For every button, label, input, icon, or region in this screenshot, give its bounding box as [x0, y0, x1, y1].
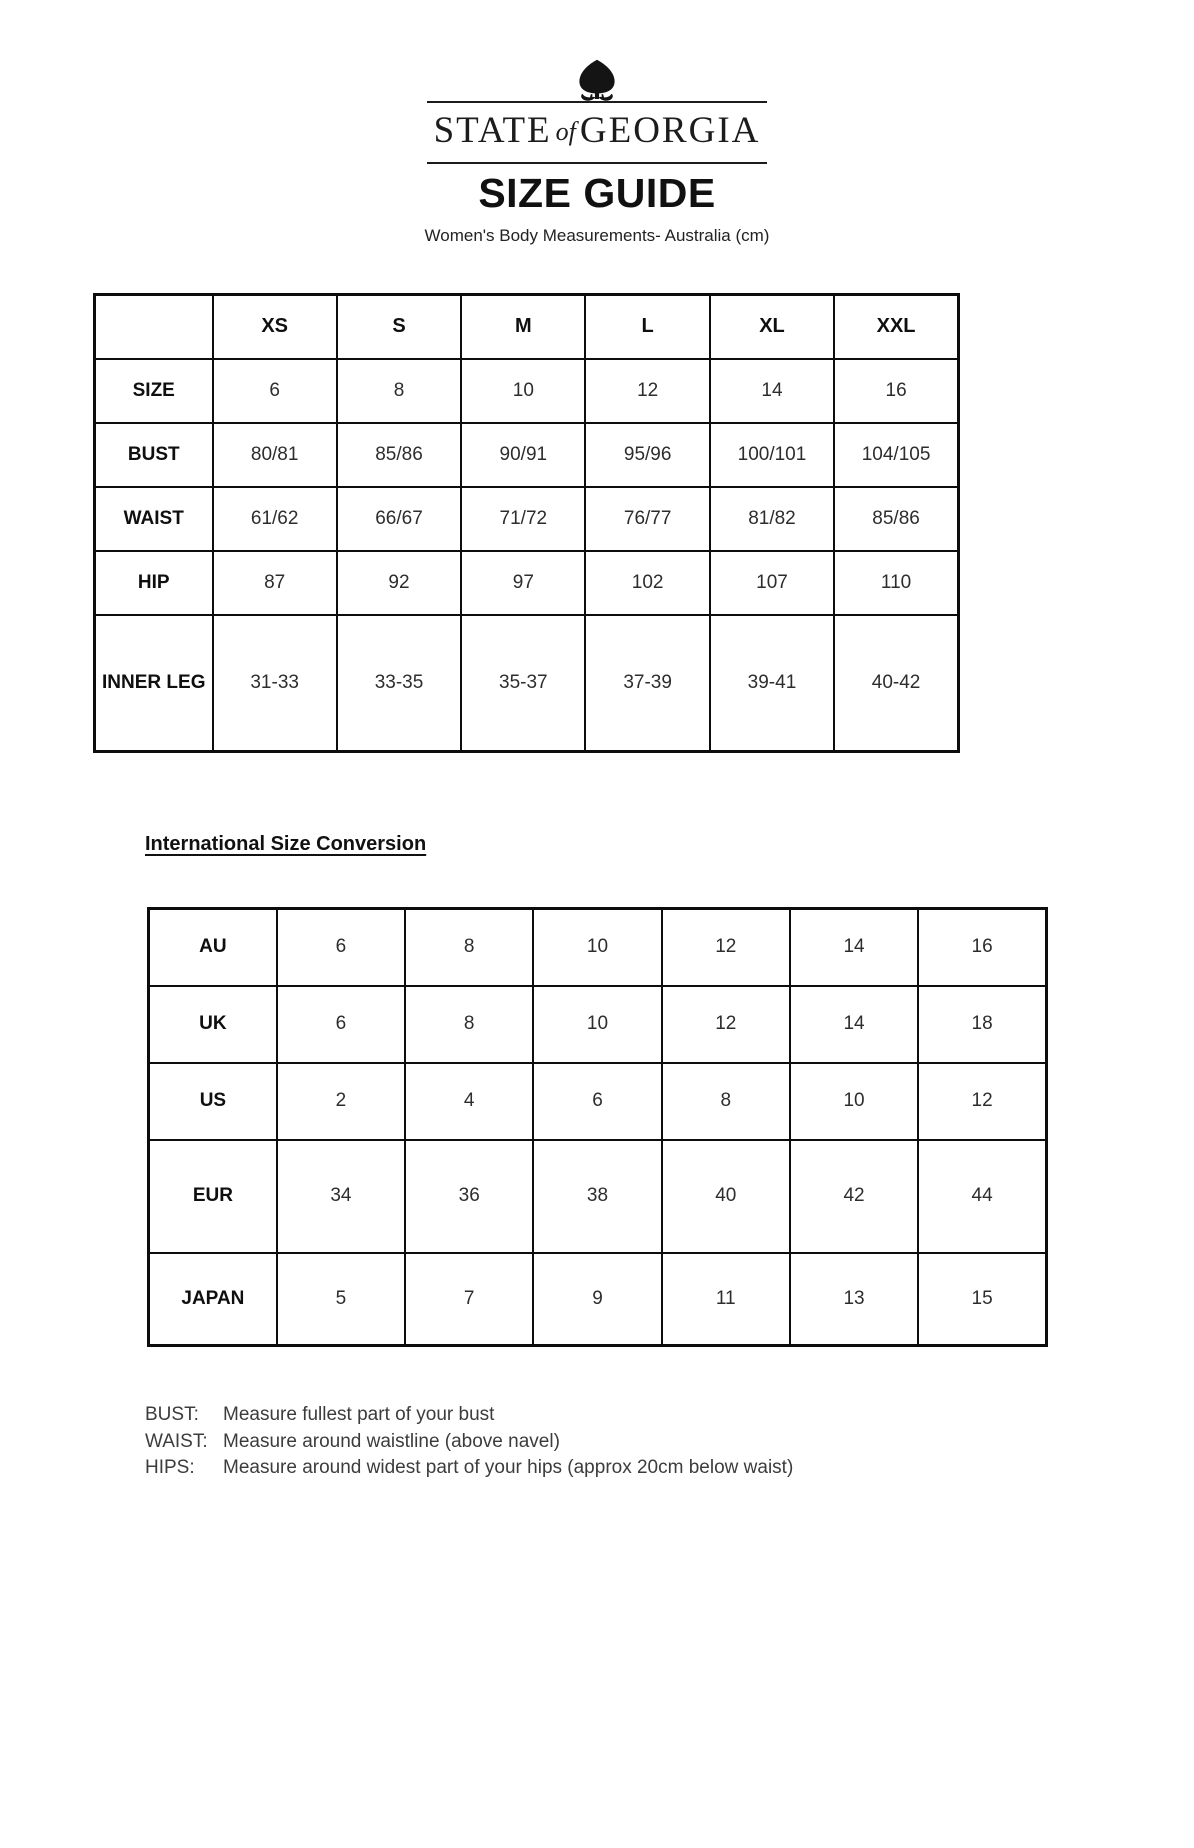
table-row — [149, 986, 1047, 1063]
measurement-cell: 12 — [585, 359, 709, 423]
measurement-cell: 31-33 — [213, 615, 337, 752]
measurement-cell: 39-41 — [710, 615, 834, 752]
size-column-header: XL — [710, 295, 834, 359]
conversion-table — [147, 907, 1048, 1347]
conversion-cell: 9 — [533, 1253, 661, 1346]
conversion-cell: 7 — [405, 1253, 533, 1346]
table-row — [95, 487, 959, 551]
row-label: BUST — [95, 423, 213, 487]
measurement-cell: 85/86 — [337, 423, 461, 487]
measurement-cell: 110 — [834, 551, 958, 615]
measurement-cell: 37-39 — [585, 615, 709, 752]
table-row — [149, 1253, 1047, 1346]
measurement-cell: 97 — [461, 551, 585, 615]
conversion-cell: 5 — [277, 1253, 405, 1346]
conversion-cell: 42 — [790, 1140, 918, 1253]
brand-logo — [427, 56, 767, 164]
conversion-cell: 11 — [662, 1253, 790, 1346]
brand-word-of: of — [555, 117, 576, 146]
conversion-cell: 34 — [277, 1140, 405, 1253]
conversion-table-body — [149, 909, 1047, 1346]
size-column-header: M — [461, 295, 585, 359]
logo-rule-top — [427, 56, 767, 103]
note-label: HIPS: — [145, 1457, 195, 1478]
measurement-cell: 14 — [710, 359, 834, 423]
conversion-cell: 38 — [533, 1140, 661, 1253]
measurement-cell: 40-42 — [834, 615, 958, 752]
conversion-cell: 44 — [918, 1140, 1046, 1253]
row-label: HIP — [95, 551, 213, 615]
measurement-table — [93, 293, 960, 753]
measurement-cell: 80/81 — [213, 423, 337, 487]
row-label: WAIST — [95, 487, 213, 551]
conversion-cell: 16 — [918, 909, 1046, 986]
row-label: UK — [149, 986, 277, 1063]
conversion-cell: 6 — [277, 909, 405, 986]
conversion-cell: 14 — [790, 986, 918, 1063]
row-label: US — [149, 1063, 277, 1140]
size-column-header: S — [337, 295, 461, 359]
brand-wordmark — [427, 103, 767, 164]
conversion-cell: 8 — [405, 909, 533, 986]
conversion-cell: 2 — [277, 1063, 405, 1140]
table-row — [95, 615, 959, 752]
conversion-cell: 13 — [790, 1253, 918, 1346]
conversion-cell: 6 — [533, 1063, 661, 1140]
note-label: WAIST: — [145, 1430, 208, 1452]
conversion-cell: 8 — [405, 986, 533, 1063]
conversion-cell: 6 — [277, 986, 405, 1063]
table-row — [149, 909, 1047, 986]
row-label: EUR — [149, 1140, 277, 1253]
measurement-cell: 81/82 — [710, 487, 834, 551]
conversion-heading: International Size Conversion — [145, 833, 427, 855]
measurement-cell: 8 — [337, 359, 461, 423]
measurement-cell: 95/96 — [585, 423, 709, 487]
measurement-cell: 6 — [213, 359, 337, 423]
note-row — [145, 1429, 1194, 1456]
conversion-cell: 10 — [533, 909, 661, 986]
conversion-cell: 15 — [918, 1253, 1046, 1346]
note-text: Measure around widest part of your hips (approx 20cm below waist) — [223, 1457, 794, 1478]
size-column-header: XXL — [834, 295, 958, 359]
measurement-cell: 92 — [337, 551, 461, 615]
conversion-cell: 10 — [790, 1063, 918, 1140]
note-row — [145, 1402, 1194, 1429]
row-label: INNER LEG — [95, 615, 213, 752]
page-subtitle: Women's Body Measurements- Australia (cm) — [424, 226, 770, 245]
conversion-cell: 12 — [662, 986, 790, 1063]
conversion-cell: 12 — [918, 1063, 1046, 1140]
row-label: SIZE — [95, 359, 213, 423]
measurement-table-head-row — [95, 295, 959, 359]
table-row — [149, 1063, 1047, 1140]
row-label: JAPAN — [149, 1253, 277, 1346]
measurement-cell: 66/67 — [337, 487, 461, 551]
note-label: BUST: — [145, 1404, 199, 1425]
table-row — [95, 359, 959, 423]
conversion-cell: 8 — [662, 1063, 790, 1140]
brand-word-state: STATE — [433, 110, 552, 151]
table-row — [95, 551, 959, 615]
note-text: Measure around waistline (above navel) — [223, 1430, 560, 1452]
page-title: SIZE GUIDE — [478, 170, 716, 216]
conversion-cell: 12 — [662, 909, 790, 986]
conversion-cell: 36 — [405, 1140, 533, 1253]
conversion-cell: 40 — [662, 1140, 790, 1253]
measurement-cell: 107 — [710, 551, 834, 615]
brand-word-georgia: GEORGIA — [579, 110, 761, 151]
note-row — [145, 1455, 1194, 1482]
conversion-cell: 4 — [405, 1063, 533, 1140]
table-row — [95, 423, 959, 487]
row-label: AU — [149, 909, 277, 986]
size-column-header: XS — [213, 295, 337, 359]
measurement-cell: 71/72 — [461, 487, 585, 551]
corner-cell — [95, 295, 213, 359]
measurement-cell: 87 — [213, 551, 337, 615]
measurement-cell: 10 — [461, 359, 585, 423]
conversion-cell: 18 — [918, 986, 1046, 1063]
measurement-cell: 102 — [585, 551, 709, 615]
measurement-cell: 35-37 — [461, 615, 585, 752]
measurement-table-body — [95, 359, 959, 752]
note-text: Measure fullest part of your bust — [223, 1404, 495, 1425]
conversion-cell: 14 — [790, 909, 918, 986]
tree-icon — [569, 59, 625, 107]
measurement-cell: 76/77 — [585, 487, 709, 551]
size-column-header: L — [585, 295, 709, 359]
measurement-cell: 100/101 — [710, 423, 834, 487]
measurement-cell: 16 — [834, 359, 958, 423]
measurement-cell: 104/105 — [834, 423, 958, 487]
measurement-cell: 90/91 — [461, 423, 585, 487]
table-row — [149, 1140, 1047, 1253]
measurement-cell: 61/62 — [213, 487, 337, 551]
measurement-cell: 85/86 — [834, 487, 958, 551]
measurement-cell: 33-35 — [337, 615, 461, 752]
notes — [145, 1402, 1194, 1482]
conversion-cell: 10 — [533, 986, 661, 1063]
